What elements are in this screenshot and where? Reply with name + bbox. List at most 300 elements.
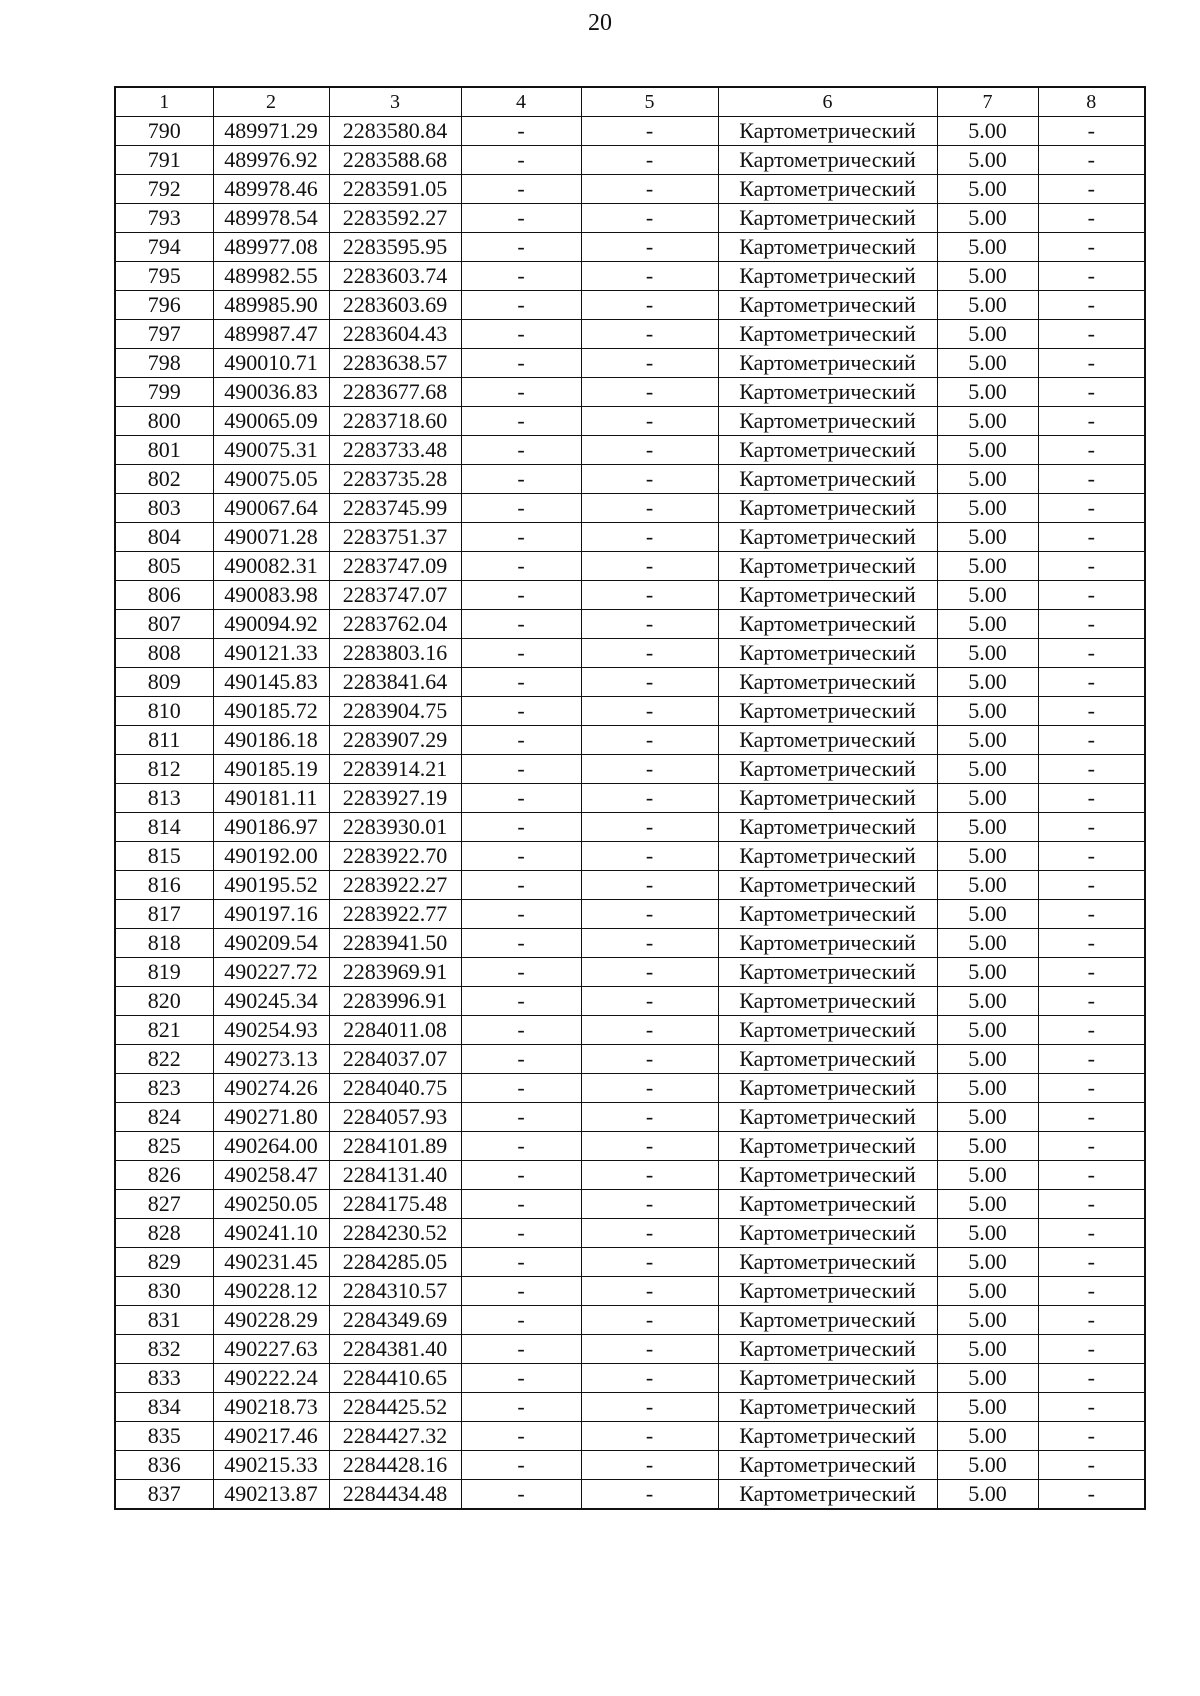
- point-number-cell: 811: [115, 726, 213, 755]
- col4-cell: -: [461, 436, 581, 465]
- col4-cell: -: [461, 349, 581, 378]
- col5-cell: -: [581, 262, 718, 291]
- y-coordinate-cell: 2284285.05: [329, 1248, 461, 1277]
- column-header: 6: [718, 87, 937, 117]
- accuracy-cell: 5.00: [937, 1190, 1038, 1219]
- method-cell: Картометрический: [718, 1306, 937, 1335]
- col5-cell: -: [581, 697, 718, 726]
- col8-cell: -: [1038, 784, 1145, 813]
- col8-cell: -: [1038, 1393, 1145, 1422]
- accuracy-cell: 5.00: [937, 726, 1038, 755]
- point-number-cell: 814: [115, 813, 213, 842]
- col8-cell: -: [1038, 175, 1145, 204]
- col4-cell: -: [461, 1480, 581, 1510]
- col5-cell: -: [581, 1306, 718, 1335]
- accuracy-cell: 5.00: [937, 494, 1038, 523]
- column-header: 2: [213, 87, 329, 117]
- accuracy-cell: 5.00: [937, 987, 1038, 1016]
- col4-cell: -: [461, 1219, 581, 1248]
- point-number-cell: 805: [115, 552, 213, 581]
- col5-cell: -: [581, 813, 718, 842]
- column-header: 3: [329, 87, 461, 117]
- accuracy-cell: 5.00: [937, 958, 1038, 987]
- method-cell: Картометрический: [718, 1480, 937, 1510]
- y-coordinate-cell: 2283922.70: [329, 842, 461, 871]
- table-row: [115, 494, 1145, 523]
- x-coordinate-cell: 490258.47: [213, 1161, 329, 1190]
- y-coordinate-cell: 2284427.32: [329, 1422, 461, 1451]
- col5-cell: -: [581, 1393, 718, 1422]
- col4-cell: -: [461, 1451, 581, 1480]
- point-number-cell: 792: [115, 175, 213, 204]
- x-coordinate-cell: 490227.72: [213, 958, 329, 987]
- y-coordinate-cell: 2283762.04: [329, 610, 461, 639]
- col4-cell: -: [461, 813, 581, 842]
- col8-cell: -: [1038, 1480, 1145, 1510]
- method-cell: Картометрический: [718, 1451, 937, 1480]
- x-coordinate-cell: 490231.45: [213, 1248, 329, 1277]
- table-row: [115, 349, 1145, 378]
- point-number-cell: 796: [115, 291, 213, 320]
- y-coordinate-cell: 2284428.16: [329, 1451, 461, 1480]
- x-coordinate-cell: 489982.55: [213, 262, 329, 291]
- col4-cell: -: [461, 1103, 581, 1132]
- col4-cell: -: [461, 1132, 581, 1161]
- accuracy-cell: 5.00: [937, 610, 1038, 639]
- x-coordinate-cell: 490192.00: [213, 842, 329, 871]
- point-number-cell: 794: [115, 233, 213, 262]
- x-coordinate-cell: 489977.08: [213, 233, 329, 262]
- y-coordinate-cell: 2283751.37: [329, 523, 461, 552]
- x-coordinate-cell: 490036.83: [213, 378, 329, 407]
- col4-cell: -: [461, 465, 581, 494]
- col8-cell: -: [1038, 1422, 1145, 1451]
- col8-cell: -: [1038, 1335, 1145, 1364]
- accuracy-cell: 5.00: [937, 1103, 1038, 1132]
- x-coordinate-cell: 490181.11: [213, 784, 329, 813]
- x-coordinate-cell: 490186.97: [213, 813, 329, 842]
- col8-cell: -: [1038, 581, 1145, 610]
- col8-cell: -: [1038, 1364, 1145, 1393]
- col5-cell: -: [581, 1277, 718, 1306]
- table-row: [115, 929, 1145, 958]
- method-cell: Картометрический: [718, 1161, 937, 1190]
- point-number-cell: 829: [115, 1248, 213, 1277]
- col8-cell: -: [1038, 436, 1145, 465]
- col4-cell: -: [461, 262, 581, 291]
- col4-cell: -: [461, 900, 581, 929]
- col5-cell: -: [581, 1364, 718, 1393]
- method-cell: Картометрический: [718, 1045, 937, 1074]
- table-row: [115, 436, 1145, 465]
- y-coordinate-cell: 2283588.68: [329, 146, 461, 175]
- col5-cell: -: [581, 523, 718, 552]
- col4-cell: -: [461, 1393, 581, 1422]
- col8-cell: -: [1038, 146, 1145, 175]
- table-row: [115, 465, 1145, 494]
- accuracy-cell: 5.00: [937, 929, 1038, 958]
- col5-cell: -: [581, 117, 718, 146]
- col5-cell: -: [581, 1103, 718, 1132]
- col4-cell: -: [461, 871, 581, 900]
- accuracy-cell: 5.00: [937, 146, 1038, 175]
- x-coordinate-cell: 490195.52: [213, 871, 329, 900]
- col4-cell: -: [461, 1277, 581, 1306]
- point-number-cell: 823: [115, 1074, 213, 1103]
- accuracy-cell: 5.00: [937, 1219, 1038, 1248]
- method-cell: Картометрический: [718, 146, 937, 175]
- col5-cell: -: [581, 378, 718, 407]
- col5-cell: -: [581, 668, 718, 697]
- x-coordinate-cell: 490241.10: [213, 1219, 329, 1248]
- accuracy-cell: 5.00: [937, 117, 1038, 146]
- accuracy-cell: 5.00: [937, 1393, 1038, 1422]
- col5-cell: -: [581, 1248, 718, 1277]
- x-coordinate-cell: 490250.05: [213, 1190, 329, 1219]
- accuracy-cell: 5.00: [937, 639, 1038, 668]
- table-row: [115, 117, 1145, 146]
- accuracy-cell: 5.00: [937, 1364, 1038, 1393]
- y-coordinate-cell: 2283745.99: [329, 494, 461, 523]
- accuracy-cell: 5.00: [937, 581, 1038, 610]
- col8-cell: -: [1038, 1132, 1145, 1161]
- accuracy-cell: 5.00: [937, 900, 1038, 929]
- accuracy-cell: 5.00: [937, 755, 1038, 784]
- x-coordinate-cell: 490121.33: [213, 639, 329, 668]
- col8-cell: -: [1038, 291, 1145, 320]
- accuracy-cell: 5.00: [937, 668, 1038, 697]
- method-cell: Картометрический: [718, 581, 937, 610]
- col5-cell: -: [581, 1161, 718, 1190]
- x-coordinate-cell: 490067.64: [213, 494, 329, 523]
- y-coordinate-cell: 2283580.84: [329, 117, 461, 146]
- table-row: [115, 262, 1145, 291]
- accuracy-cell: 5.00: [937, 378, 1038, 407]
- col5-cell: -: [581, 320, 718, 349]
- method-cell: Картометрический: [718, 117, 937, 146]
- method-cell: Картометрический: [718, 1103, 937, 1132]
- x-coordinate-cell: 489978.46: [213, 175, 329, 204]
- col8-cell: -: [1038, 523, 1145, 552]
- point-number-cell: 802: [115, 465, 213, 494]
- method-cell: Картометрический: [718, 987, 937, 1016]
- y-coordinate-cell: 2283603.69: [329, 291, 461, 320]
- accuracy-cell: 5.00: [937, 291, 1038, 320]
- table-row: [115, 581, 1145, 610]
- table-row: [115, 639, 1145, 668]
- col5-cell: -: [581, 900, 718, 929]
- table-row: [115, 610, 1145, 639]
- col5-cell: -: [581, 1480, 718, 1510]
- col8-cell: -: [1038, 204, 1145, 233]
- x-coordinate-cell: 490071.28: [213, 523, 329, 552]
- table-row: [115, 1161, 1145, 1190]
- point-number-cell: 833: [115, 1364, 213, 1393]
- table-row: [115, 233, 1145, 262]
- accuracy-cell: 5.00: [937, 1045, 1038, 1074]
- table-row: [115, 842, 1145, 871]
- method-cell: Картометрический: [718, 900, 937, 929]
- table-row: [115, 1074, 1145, 1103]
- col4-cell: -: [461, 204, 581, 233]
- x-coordinate-cell: 490215.33: [213, 1451, 329, 1480]
- col5-cell: -: [581, 1190, 718, 1219]
- col8-cell: -: [1038, 117, 1145, 146]
- y-coordinate-cell: 2283747.07: [329, 581, 461, 610]
- point-number-cell: 828: [115, 1219, 213, 1248]
- y-coordinate-cell: 2283907.29: [329, 726, 461, 755]
- point-number-cell: 813: [115, 784, 213, 813]
- method-cell: Картометрический: [718, 842, 937, 871]
- col8-cell: -: [1038, 1190, 1145, 1219]
- point-number-cell: 799: [115, 378, 213, 407]
- table-row: [115, 697, 1145, 726]
- accuracy-cell: 5.00: [937, 1132, 1038, 1161]
- col5-cell: -: [581, 233, 718, 262]
- point-number-cell: 806: [115, 581, 213, 610]
- y-coordinate-cell: 2284101.89: [329, 1132, 461, 1161]
- x-coordinate-cell: 490271.80: [213, 1103, 329, 1132]
- y-coordinate-cell: 2284011.08: [329, 1016, 461, 1045]
- x-coordinate-cell: 490217.46: [213, 1422, 329, 1451]
- col4-cell: -: [461, 552, 581, 581]
- table-row: [115, 1335, 1145, 1364]
- table-row: [115, 1393, 1145, 1422]
- col5-cell: -: [581, 1045, 718, 1074]
- method-cell: Картометрический: [718, 755, 937, 784]
- col8-cell: -: [1038, 1103, 1145, 1132]
- col4-cell: -: [461, 1016, 581, 1045]
- y-coordinate-cell: 2283996.91: [329, 987, 461, 1016]
- table-row: [115, 1016, 1145, 1045]
- x-coordinate-cell: 490185.72: [213, 697, 329, 726]
- point-number-cell: 801: [115, 436, 213, 465]
- y-coordinate-cell: 2283604.43: [329, 320, 461, 349]
- x-coordinate-cell: 490274.26: [213, 1074, 329, 1103]
- accuracy-cell: 5.00: [937, 465, 1038, 494]
- col4-cell: -: [461, 1248, 581, 1277]
- col4-cell: -: [461, 320, 581, 349]
- col8-cell: -: [1038, 842, 1145, 871]
- table-row: [115, 1219, 1145, 1248]
- point-number-cell: 825: [115, 1132, 213, 1161]
- col4-cell: -: [461, 378, 581, 407]
- col4-cell: -: [461, 610, 581, 639]
- method-cell: Картометрический: [718, 1422, 937, 1451]
- method-cell: Картометрический: [718, 349, 937, 378]
- x-coordinate-cell: 490218.73: [213, 1393, 329, 1422]
- col5-cell: -: [581, 1451, 718, 1480]
- x-coordinate-cell: 489971.29: [213, 117, 329, 146]
- point-number-cell: 826: [115, 1161, 213, 1190]
- x-coordinate-cell: 489978.54: [213, 204, 329, 233]
- accuracy-cell: 5.00: [937, 1248, 1038, 1277]
- x-coordinate-cell: 490185.19: [213, 755, 329, 784]
- method-cell: Картометрический: [718, 726, 937, 755]
- point-number-cell: 837: [115, 1480, 213, 1510]
- col4-cell: -: [461, 291, 581, 320]
- col5-cell: -: [581, 407, 718, 436]
- col4-cell: -: [461, 1161, 581, 1190]
- point-number-cell: 819: [115, 958, 213, 987]
- col5-cell: -: [581, 1074, 718, 1103]
- col8-cell: -: [1038, 233, 1145, 262]
- method-cell: Картометрический: [718, 1248, 937, 1277]
- method-cell: Картометрический: [718, 1132, 937, 1161]
- col4-cell: -: [461, 639, 581, 668]
- col4-cell: -: [461, 1422, 581, 1451]
- method-cell: Картометрический: [718, 668, 937, 697]
- col4-cell: -: [461, 175, 581, 204]
- col5-cell: -: [581, 436, 718, 465]
- x-coordinate-cell: 489985.90: [213, 291, 329, 320]
- col4-cell: -: [461, 1045, 581, 1074]
- col8-cell: -: [1038, 668, 1145, 697]
- method-cell: Картометрический: [718, 813, 937, 842]
- table-row: [115, 407, 1145, 436]
- point-number-cell: 797: [115, 320, 213, 349]
- coordinates-table: [114, 86, 1146, 1510]
- accuracy-cell: 5.00: [937, 349, 1038, 378]
- accuracy-cell: 5.00: [937, 1422, 1038, 1451]
- col4-cell: -: [461, 1306, 581, 1335]
- x-coordinate-cell: 490228.12: [213, 1277, 329, 1306]
- col5-cell: -: [581, 610, 718, 639]
- table-row: [115, 871, 1145, 900]
- accuracy-cell: 5.00: [937, 842, 1038, 871]
- accuracy-cell: 5.00: [937, 697, 1038, 726]
- table-row: [115, 900, 1145, 929]
- method-cell: Картометрический: [718, 1190, 937, 1219]
- col8-cell: -: [1038, 813, 1145, 842]
- col4-cell: -: [461, 523, 581, 552]
- col4-cell: -: [461, 117, 581, 146]
- method-cell: Картометрический: [718, 233, 937, 262]
- point-number-cell: 793: [115, 204, 213, 233]
- col5-cell: -: [581, 175, 718, 204]
- col8-cell: -: [1038, 407, 1145, 436]
- y-coordinate-cell: 2283592.27: [329, 204, 461, 233]
- col8-cell: -: [1038, 987, 1145, 1016]
- table-row: [115, 146, 1145, 175]
- col5-cell: -: [581, 958, 718, 987]
- col8-cell: -: [1038, 958, 1145, 987]
- method-cell: Картометрический: [718, 262, 937, 291]
- x-coordinate-cell: 490197.16: [213, 900, 329, 929]
- y-coordinate-cell: 2283922.77: [329, 900, 461, 929]
- method-cell: Картометрический: [718, 436, 937, 465]
- x-coordinate-cell: 490273.13: [213, 1045, 329, 1074]
- col8-cell: -: [1038, 639, 1145, 668]
- accuracy-cell: 5.00: [937, 1306, 1038, 1335]
- method-cell: Картометрический: [718, 1393, 937, 1422]
- col8-cell: -: [1038, 697, 1145, 726]
- table-row: [115, 378, 1145, 407]
- method-cell: Картометрический: [718, 610, 937, 639]
- y-coordinate-cell: 2283930.01: [329, 813, 461, 842]
- col4-cell: -: [461, 697, 581, 726]
- col5-cell: -: [581, 552, 718, 581]
- col5-cell: -: [581, 291, 718, 320]
- table-row: [115, 1277, 1145, 1306]
- x-coordinate-cell: 490245.34: [213, 987, 329, 1016]
- y-coordinate-cell: 2284230.52: [329, 1219, 461, 1248]
- table-row: [115, 291, 1145, 320]
- col4-cell: -: [461, 755, 581, 784]
- col4-cell: -: [461, 407, 581, 436]
- table-row: [115, 1480, 1145, 1510]
- x-coordinate-cell: 490209.54: [213, 929, 329, 958]
- col5-cell: -: [581, 1219, 718, 1248]
- column-header: 1: [115, 87, 213, 117]
- y-coordinate-cell: 2284131.40: [329, 1161, 461, 1190]
- col4-cell: -: [461, 1074, 581, 1103]
- method-cell: Картометрический: [718, 1335, 937, 1364]
- point-number-cell: 815: [115, 842, 213, 871]
- col4-cell: -: [461, 958, 581, 987]
- col4-cell: -: [461, 1364, 581, 1393]
- method-cell: Картометрический: [718, 204, 937, 233]
- method-cell: Картометрический: [718, 1364, 937, 1393]
- col8-cell: -: [1038, 1074, 1145, 1103]
- method-cell: Картометрический: [718, 378, 937, 407]
- table-row: [115, 784, 1145, 813]
- y-coordinate-cell: 2284310.57: [329, 1277, 461, 1306]
- col5-cell: -: [581, 1335, 718, 1364]
- method-cell: Картометрический: [718, 291, 937, 320]
- table-body: [115, 117, 1145, 1510]
- accuracy-cell: 5.00: [937, 523, 1038, 552]
- column-header: 7: [937, 87, 1038, 117]
- col8-cell: -: [1038, 1306, 1145, 1335]
- col8-cell: -: [1038, 755, 1145, 784]
- x-coordinate-cell: 490228.29: [213, 1306, 329, 1335]
- table-row: [115, 668, 1145, 697]
- column-header: 5: [581, 87, 718, 117]
- method-cell: Картометрический: [718, 320, 937, 349]
- y-coordinate-cell: 2283591.05: [329, 175, 461, 204]
- accuracy-cell: 5.00: [937, 784, 1038, 813]
- col5-cell: -: [581, 784, 718, 813]
- col8-cell: -: [1038, 726, 1145, 755]
- y-coordinate-cell: 2283733.48: [329, 436, 461, 465]
- point-number-cell: 831: [115, 1306, 213, 1335]
- col4-cell: -: [461, 494, 581, 523]
- col4-cell: -: [461, 842, 581, 871]
- point-number-cell: 836: [115, 1451, 213, 1480]
- point-number-cell: 834: [115, 1393, 213, 1422]
- table-row: [115, 1045, 1145, 1074]
- y-coordinate-cell: 2283718.60: [329, 407, 461, 436]
- y-coordinate-cell: 2283677.68: [329, 378, 461, 407]
- point-number-cell: 827: [115, 1190, 213, 1219]
- point-number-cell: 822: [115, 1045, 213, 1074]
- y-coordinate-cell: 2283638.57: [329, 349, 461, 378]
- col8-cell: -: [1038, 465, 1145, 494]
- method-cell: Картометрический: [718, 958, 937, 987]
- col5-cell: -: [581, 146, 718, 175]
- point-number-cell: 809: [115, 668, 213, 697]
- y-coordinate-cell: 2283969.91: [329, 958, 461, 987]
- y-coordinate-cell: 2284057.93: [329, 1103, 461, 1132]
- accuracy-cell: 5.00: [937, 552, 1038, 581]
- x-coordinate-cell: 490254.93: [213, 1016, 329, 1045]
- col8-cell: -: [1038, 378, 1145, 407]
- x-coordinate-cell: 490094.92: [213, 610, 329, 639]
- page-number: 20: [588, 10, 612, 36]
- y-coordinate-cell: 2284040.75: [329, 1074, 461, 1103]
- col5-cell: -: [581, 465, 718, 494]
